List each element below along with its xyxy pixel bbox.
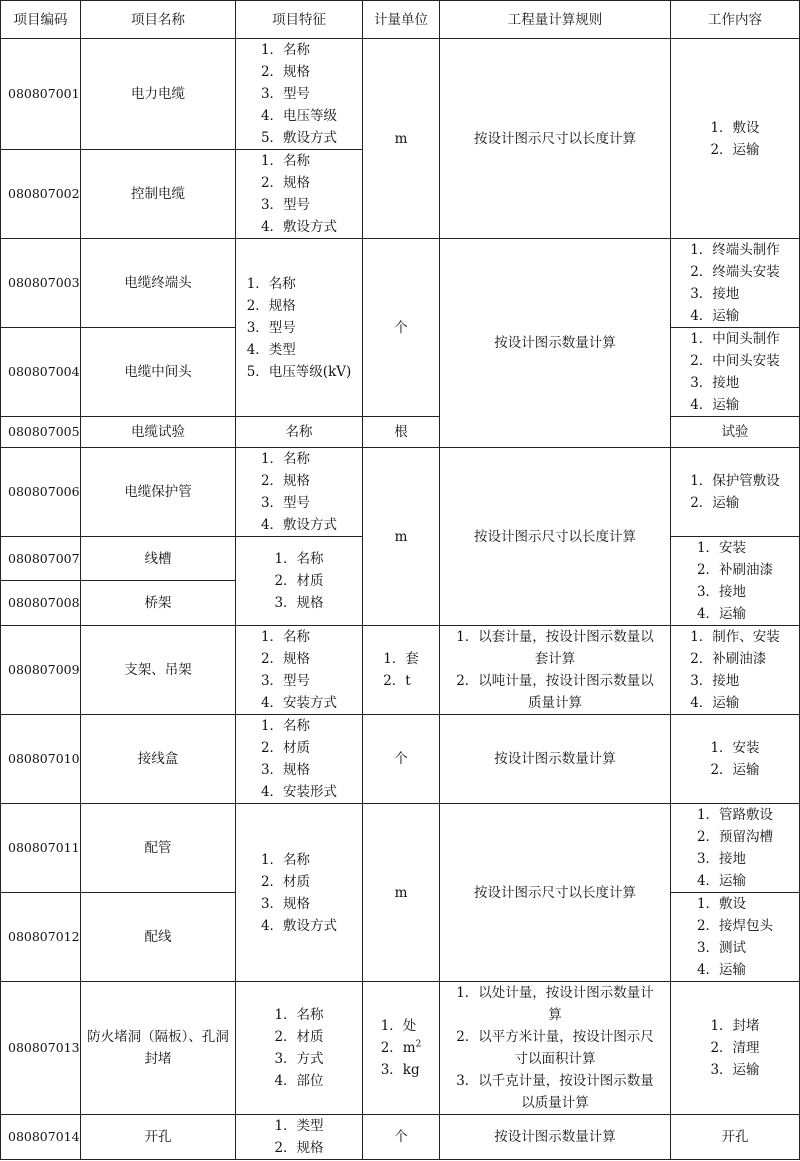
item-code: 080807005 bbox=[1, 417, 81, 448]
list-line: 3．规格 bbox=[260, 762, 311, 778]
item-features bbox=[236, 626, 363, 715]
list-line: 2．以吨计量，按设计图示数量以 bbox=[456, 673, 654, 689]
list-line: 2．终端头安装 bbox=[690, 264, 780, 280]
item-name: 防火堵洞（隔板）、孔洞封堵 bbox=[81, 982, 236, 1115]
item-features bbox=[236, 804, 363, 982]
list-line: 5．电压等级(kV) bbox=[246, 363, 352, 380]
item-code: 080807002 bbox=[1, 150, 81, 239]
item-rule: 按设计图示数量计算 bbox=[440, 1115, 671, 1160]
item-unit: 个 bbox=[363, 715, 440, 804]
list-line: 1．安装 bbox=[696, 540, 747, 556]
list-line: 1．管路敷设 bbox=[696, 807, 774, 823]
list-line: 1．终端头制作 bbox=[690, 242, 780, 258]
item-code: 080807010 bbox=[1, 715, 81, 804]
list-line: 1．名称 bbox=[260, 153, 311, 169]
list-line: 以质量计算 bbox=[521, 1095, 589, 1111]
item-work bbox=[671, 715, 800, 804]
list-line: 4．运输 bbox=[696, 606, 747, 622]
table-row bbox=[1, 626, 800, 715]
list-line: 2．规格 bbox=[260, 64, 311, 80]
list-line: 2．运输 bbox=[710, 762, 760, 778]
list-line: 2．补刷油漆 bbox=[696, 562, 774, 578]
list-line: 2．材质 bbox=[274, 573, 324, 589]
item-unit: m bbox=[363, 39, 440, 239]
item-name: 电缆保护管 bbox=[81, 448, 236, 537]
list-line: 4．运输 bbox=[696, 873, 747, 889]
list-line: 4．类型 bbox=[246, 341, 296, 358]
item-work: 开孔 bbox=[671, 1115, 800, 1160]
list-line: 3．接地 bbox=[690, 375, 740, 391]
item-work bbox=[671, 893, 800, 982]
list-line: 2．t bbox=[383, 673, 411, 689]
list-line: 4．部位 bbox=[274, 1073, 324, 1089]
list-line: 4．运输 bbox=[690, 695, 740, 711]
header-features: 项目特征 bbox=[236, 1, 363, 39]
list-line: 3．接地 bbox=[696, 851, 747, 867]
item-name: 配线 bbox=[81, 893, 236, 982]
item-work bbox=[671, 626, 800, 715]
list-line: 1．封堵 bbox=[710, 1018, 760, 1034]
list-line: 3．方式 bbox=[274, 1051, 324, 1067]
item-name: 开孔 bbox=[81, 1115, 236, 1160]
item-code: 080807014 bbox=[1, 1115, 81, 1160]
item-features bbox=[236, 1115, 363, 1160]
header-code: 项目编码 bbox=[1, 1, 81, 39]
list-line: 1．名称 bbox=[274, 551, 324, 567]
item-work bbox=[671, 537, 800, 626]
item-rule: 按设计图示数量计算 bbox=[440, 715, 671, 804]
unit-superscript: 2 bbox=[415, 1039, 422, 1050]
list-line: 5．敷设方式 bbox=[260, 130, 338, 146]
table-row bbox=[1, 982, 800, 1115]
list-line: 2．中间头安装 bbox=[690, 353, 780, 369]
list-line: 1．中间头制作 bbox=[690, 331, 780, 347]
item-unit: 根 bbox=[363, 417, 440, 448]
unit-line-text: 2．m bbox=[380, 1040, 416, 1056]
header-row bbox=[1, 1, 800, 39]
header-name: 项目名称 bbox=[81, 1, 236, 39]
item-features bbox=[236, 39, 363, 150]
list-line: 寸以面积计算 bbox=[514, 1051, 596, 1067]
list-line: 1．名称 bbox=[260, 851, 311, 868]
list-line: 2．清理 bbox=[710, 1040, 760, 1056]
list-line: 4．电压等级 bbox=[260, 108, 338, 124]
list-line: 1．名称 bbox=[260, 42, 311, 58]
list-line: 2．补刷油漆 bbox=[690, 651, 767, 667]
list-line: 4．敷设方式 bbox=[260, 917, 338, 934]
item-rule: 按设计图示尺寸以长度计算 bbox=[440, 804, 671, 982]
item-features bbox=[236, 982, 363, 1115]
item-code: 080807013 bbox=[1, 982, 81, 1115]
item-code: 080807012 bbox=[1, 893, 81, 982]
item-features bbox=[236, 150, 363, 239]
list-line: 3．型号 bbox=[260, 495, 311, 511]
list-line: 3．运输 bbox=[710, 1062, 760, 1078]
item-unit: m bbox=[363, 804, 440, 982]
list-line: 1．名称 bbox=[260, 718, 311, 734]
list-line: 3．接地 bbox=[696, 584, 747, 600]
item-name: 配管 bbox=[81, 804, 236, 893]
list-line: 1．敷设 bbox=[710, 119, 760, 136]
item-features bbox=[236, 448, 363, 537]
list-line: 3．型号 bbox=[246, 319, 296, 336]
list-line: 1．名称 bbox=[246, 275, 296, 292]
list-line: 4．安装形式 bbox=[260, 784, 338, 800]
item-unit bbox=[363, 626, 440, 715]
unit-line bbox=[381, 1037, 422, 1059]
list-line: 1．安装 bbox=[710, 740, 760, 756]
list-line: 2．规格 bbox=[246, 297, 296, 314]
item-name: 控制电缆 bbox=[81, 150, 236, 239]
item-unit: 个 bbox=[363, 1115, 440, 1160]
item-name: 电缆终端头 bbox=[81, 239, 236, 328]
item-code: 080807006 bbox=[1, 448, 81, 537]
list-line: 2．规格 bbox=[274, 1140, 324, 1156]
item-name: 电缆试验 bbox=[81, 417, 236, 448]
list-line: 1．类型 bbox=[274, 1118, 324, 1134]
item-work bbox=[671, 448, 800, 537]
list-line: 2．规格 bbox=[260, 473, 311, 489]
item-code: 080807008 bbox=[1, 581, 81, 626]
item-name: 线槽 bbox=[81, 537, 236, 581]
item-name: 接线盒 bbox=[81, 715, 236, 804]
item-code: 080807007 bbox=[1, 537, 81, 581]
header-rule: 工程量计算规则 bbox=[440, 1, 671, 39]
item-rule: 按设计图示数量计算 bbox=[440, 239, 671, 448]
list-line: 2．材质 bbox=[260, 740, 311, 756]
item-rule: 按设计图示尺寸以长度计算 bbox=[440, 39, 671, 239]
list-line: 3．接地 bbox=[690, 286, 740, 302]
list-line: 1．以处计量，按设计图示数量计 bbox=[456, 985, 654, 1001]
list-line: 2．材质 bbox=[260, 873, 311, 890]
list-line: 1．敷设 bbox=[696, 896, 747, 912]
list-line: 2．运输 bbox=[710, 141, 760, 158]
table-row bbox=[1, 448, 800, 537]
list-line: 1．套 bbox=[383, 651, 419, 667]
item-code: 080807003 bbox=[1, 239, 81, 328]
item-name: 电力电缆 bbox=[81, 39, 236, 150]
unit-line: 3．kg bbox=[380, 1062, 420, 1078]
item-work bbox=[671, 239, 800, 328]
list-line: 1．名称 bbox=[274, 1007, 324, 1023]
item-rule bbox=[440, 982, 671, 1115]
item-code: 080807011 bbox=[1, 804, 81, 893]
list-line: 3．以千克计量，按设计图示数量 bbox=[456, 1073, 654, 1089]
list-line: 2．预留沟槽 bbox=[696, 829, 774, 845]
item-name: 支架、吊架 bbox=[81, 626, 236, 715]
item-work: 试验 bbox=[671, 417, 800, 448]
list-line: 4．敷设方式 bbox=[260, 219, 338, 235]
item-rule bbox=[440, 626, 671, 715]
item-features bbox=[236, 715, 363, 804]
list-line: 4．敷设方式 bbox=[260, 517, 338, 533]
item-work bbox=[671, 39, 800, 239]
table-row bbox=[1, 715, 800, 804]
list-line: 1．保护管敷设 bbox=[690, 473, 780, 489]
item-name: 桥架 bbox=[81, 581, 236, 626]
list-line: 1．制作、安装 bbox=[690, 629, 780, 645]
item-features: 名称 bbox=[236, 417, 363, 448]
list-line: 3．规格 bbox=[260, 895, 311, 912]
item-features bbox=[236, 537, 363, 626]
list-line: 质量计算 bbox=[528, 695, 582, 711]
list-line: 4．运输 bbox=[696, 962, 747, 978]
item-code: 080807001 bbox=[1, 39, 81, 150]
list-line: 3．型号 bbox=[260, 197, 311, 213]
header-unit: 计量单位 bbox=[363, 1, 440, 39]
item-unit: m bbox=[363, 448, 440, 626]
table-row bbox=[1, 417, 800, 448]
table-row bbox=[1, 39, 800, 150]
list-line: 4．运输 bbox=[690, 397, 740, 413]
list-line: 2．运输 bbox=[690, 495, 740, 511]
list-line: 4．安装方式 bbox=[260, 695, 338, 711]
item-work bbox=[671, 328, 800, 417]
item-features bbox=[236, 239, 363, 417]
table-row bbox=[1, 239, 800, 328]
item-unit bbox=[363, 982, 440, 1115]
list-line: 3．规格 bbox=[274, 595, 324, 611]
list-line: 1．名称 bbox=[260, 629, 311, 645]
list-line: 2．材质 bbox=[274, 1029, 324, 1045]
list-line: 算 bbox=[548, 1007, 562, 1023]
item-rule: 按设计图示尺寸以长度计算 bbox=[440, 448, 671, 626]
list-line: 套计算 bbox=[534, 651, 576, 667]
item-work bbox=[671, 804, 800, 893]
unit-line: 1．处 bbox=[380, 1018, 417, 1034]
list-line: 3．型号 bbox=[260, 86, 311, 102]
list-line: 2．规格 bbox=[260, 651, 311, 667]
list-line: 4．运输 bbox=[690, 308, 740, 324]
list-line: 2．接焊包头 bbox=[696, 918, 774, 934]
list-line: 1．名称 bbox=[260, 451, 311, 467]
item-name: 电缆中间头 bbox=[81, 328, 236, 417]
list-line: 3．型号 bbox=[260, 673, 311, 689]
item-code: 080807009 bbox=[1, 626, 81, 715]
table-row bbox=[1, 804, 800, 893]
table-row bbox=[1, 1115, 800, 1160]
list-line: 1．以套计量，按设计图示数量以 bbox=[456, 629, 654, 645]
list-line: 2．以平方米计量，按设计图示尺 bbox=[456, 1029, 654, 1045]
list-line: 3．测试 bbox=[696, 940, 747, 956]
item-work bbox=[671, 982, 800, 1115]
list-line: 3．接地 bbox=[690, 673, 740, 689]
item-code: 080807004 bbox=[1, 328, 81, 417]
item-unit: 个 bbox=[363, 239, 440, 417]
header-work: 工作内容 bbox=[671, 1, 800, 39]
list-line: 2．规格 bbox=[260, 175, 311, 191]
